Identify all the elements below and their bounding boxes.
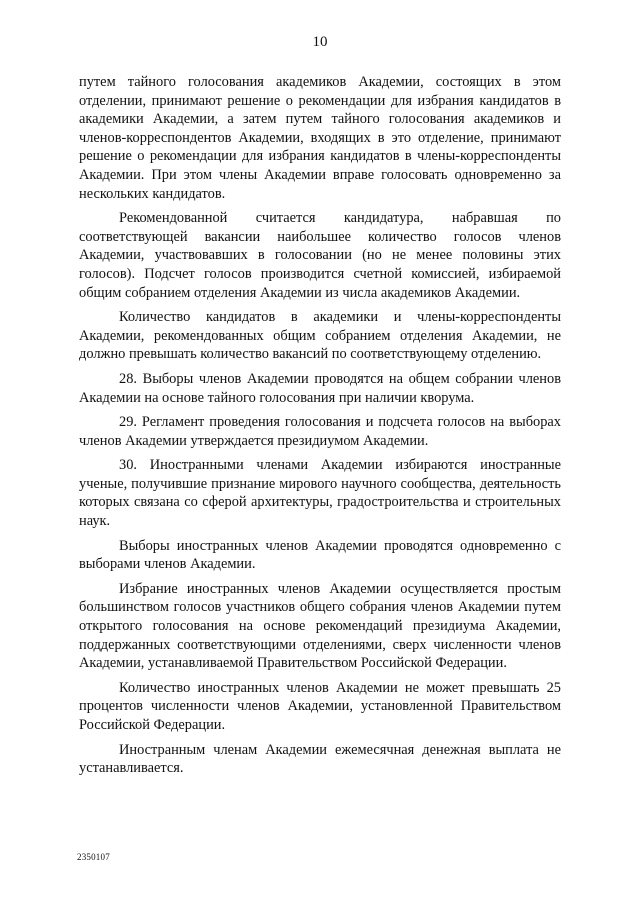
paragraph: Рекомендованной считается кандидатура, набравшая по соответствующей вакансии наибольшее количество голосов членов Академии, участвовавших в голосовании (но не менее половины этих голосов). Подсчет голосов производится счетной комиссией, избираемой общим собранием отделения Академии из числа академиков Академии. [79, 210, 561, 301]
paragraph: 28. Выборы членов Академии проводятся на общем собрании членов Академии на основе тайного голосования при наличии кворума. [79, 370, 561, 406]
paragraph: Иностранным членам Академии ежемесячная денежная выплата не устанавливается. [79, 741, 561, 777]
paragraph: Количество кандидатов в академики и члены-корреспонденты Академии, рекомендованных общим собранием отделения Академии, не должно превышать количество вакансий по соответствующему отделению. [79, 309, 561, 363]
paragraph: Количество иностранных членов Академии не может превышать 25 процентов численности членов Академии, установленной Правительством Российской Федерации. [79, 679, 561, 733]
document-body [79, 73, 561, 784]
paragraph: Избрание иностранных членов Академии осуществляется простым большинством голосов участников общего собрания членов Академии путем открытого голосования на основе рекомендаций президиума Академии, поддержанных соответствующими отделениями, сверх численности членов Академии, устанавливаемой Правительством Российской Федерации. [79, 580, 561, 672]
page-number: 10 [312, 34, 328, 50]
paragraph: 30. Иностранными членами Академии избираются иностранные ученые, получившие признание мирового научного сообщества, деятельность которых связана со сферой архитектуры, градостроительства и строительных наук. [79, 457, 561, 530]
paragraph: 29. Регламент проведения голосования и подсчета голосов на выборах членов Академии утверждается президиумом Академии. [79, 414, 561, 449]
document-code: 2350107 [77, 852, 110, 862]
paragraph: Выборы иностранных членов Академии проводятся одновременно с выборами членов Академии. [79, 537, 561, 573]
paragraph: путем тайного голосования академиков Академии, состоящих в этом отделении, принимают решение о рекомендации для избрания кандидатов в академики Академии, а затем путем тайного голосования академиков и членов-корреспондентов Академии, входящих в это отделение, принимают решение о рекомендации для избрания кандидатов в члены-корреспонденты Академии. При этом члены Академии вправе голосовать одновременно за нескольких кандидатов. [79, 74, 561, 202]
